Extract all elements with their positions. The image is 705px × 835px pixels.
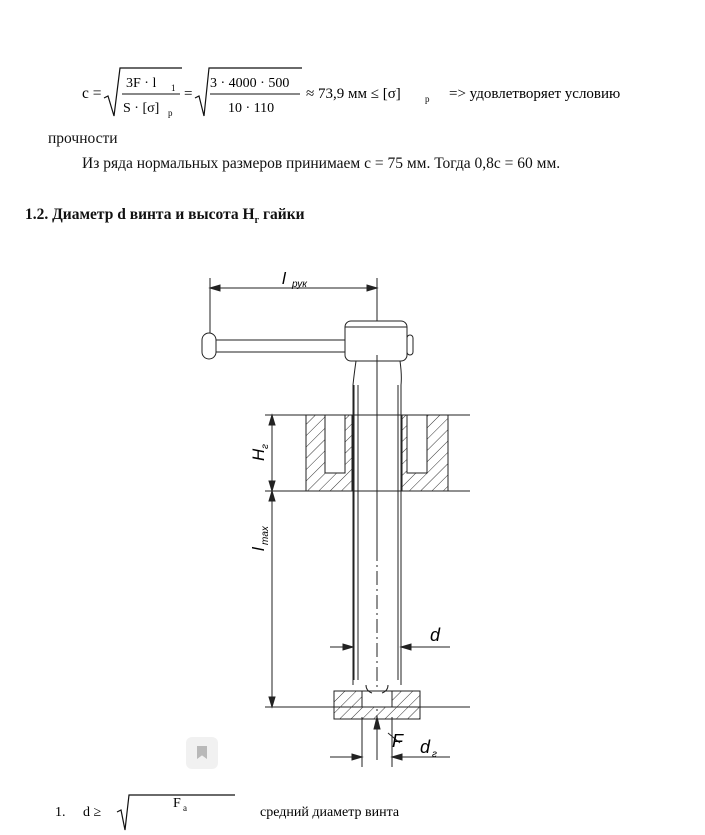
label-d: d (430, 625, 441, 645)
label-h-g: H (249, 448, 268, 461)
svg-text:г: г (260, 444, 271, 449)
svg-text:рук: рук (292, 279, 307, 290)
svg-text:р: р (168, 108, 173, 118)
label-d-g: d (420, 737, 431, 757)
diameter-formula (55, 790, 655, 820)
svg-text:1: 1 (171, 83, 176, 93)
num1: 3F · l (126, 76, 157, 91)
section-heading: 1.2. Диаметр d винта и высота $H_г$ гайки (25, 206, 305, 227)
label-l-max: l (249, 547, 268, 551)
paragraph-standard-size: Из ряда нормальных размеров принимаем c = 75 мм. Тогда 0,8c = 60 мм. (82, 155, 561, 172)
svg-text:a: a (183, 803, 187, 813)
svg-text:d ≥: d ≥ (83, 805, 102, 820)
svg-text:F: F (173, 796, 181, 811)
conclusion: => удовлетворяет условию (449, 86, 621, 102)
bookmark-icon[interactable] (186, 737, 218, 769)
svg-text:max: max (260, 526, 271, 545)
label-force: F (392, 731, 403, 751)
c-equals: c = (82, 85, 102, 102)
den1: S · [σ] (123, 101, 160, 116)
strength-formula (82, 62, 682, 122)
svg-text:г: г (432, 749, 437, 760)
svg-text:р: р (425, 94, 430, 104)
den2: 10 · 110 (228, 101, 275, 116)
num2: 3 · 4000 · 500 (210, 76, 290, 91)
result: ≈ 73,9 мм ≤ [σ] (306, 86, 401, 102)
svg-text:=: = (184, 86, 193, 102)
paragraph-continuation: прочности (48, 130, 118, 147)
label-l-ruk: l (282, 269, 286, 288)
screw-jack-drawing (0, 255, 705, 775)
svg-text:средний диаметр винта: средний диаметр винта (260, 805, 400, 820)
svg-text:1.: 1. (55, 805, 66, 820)
